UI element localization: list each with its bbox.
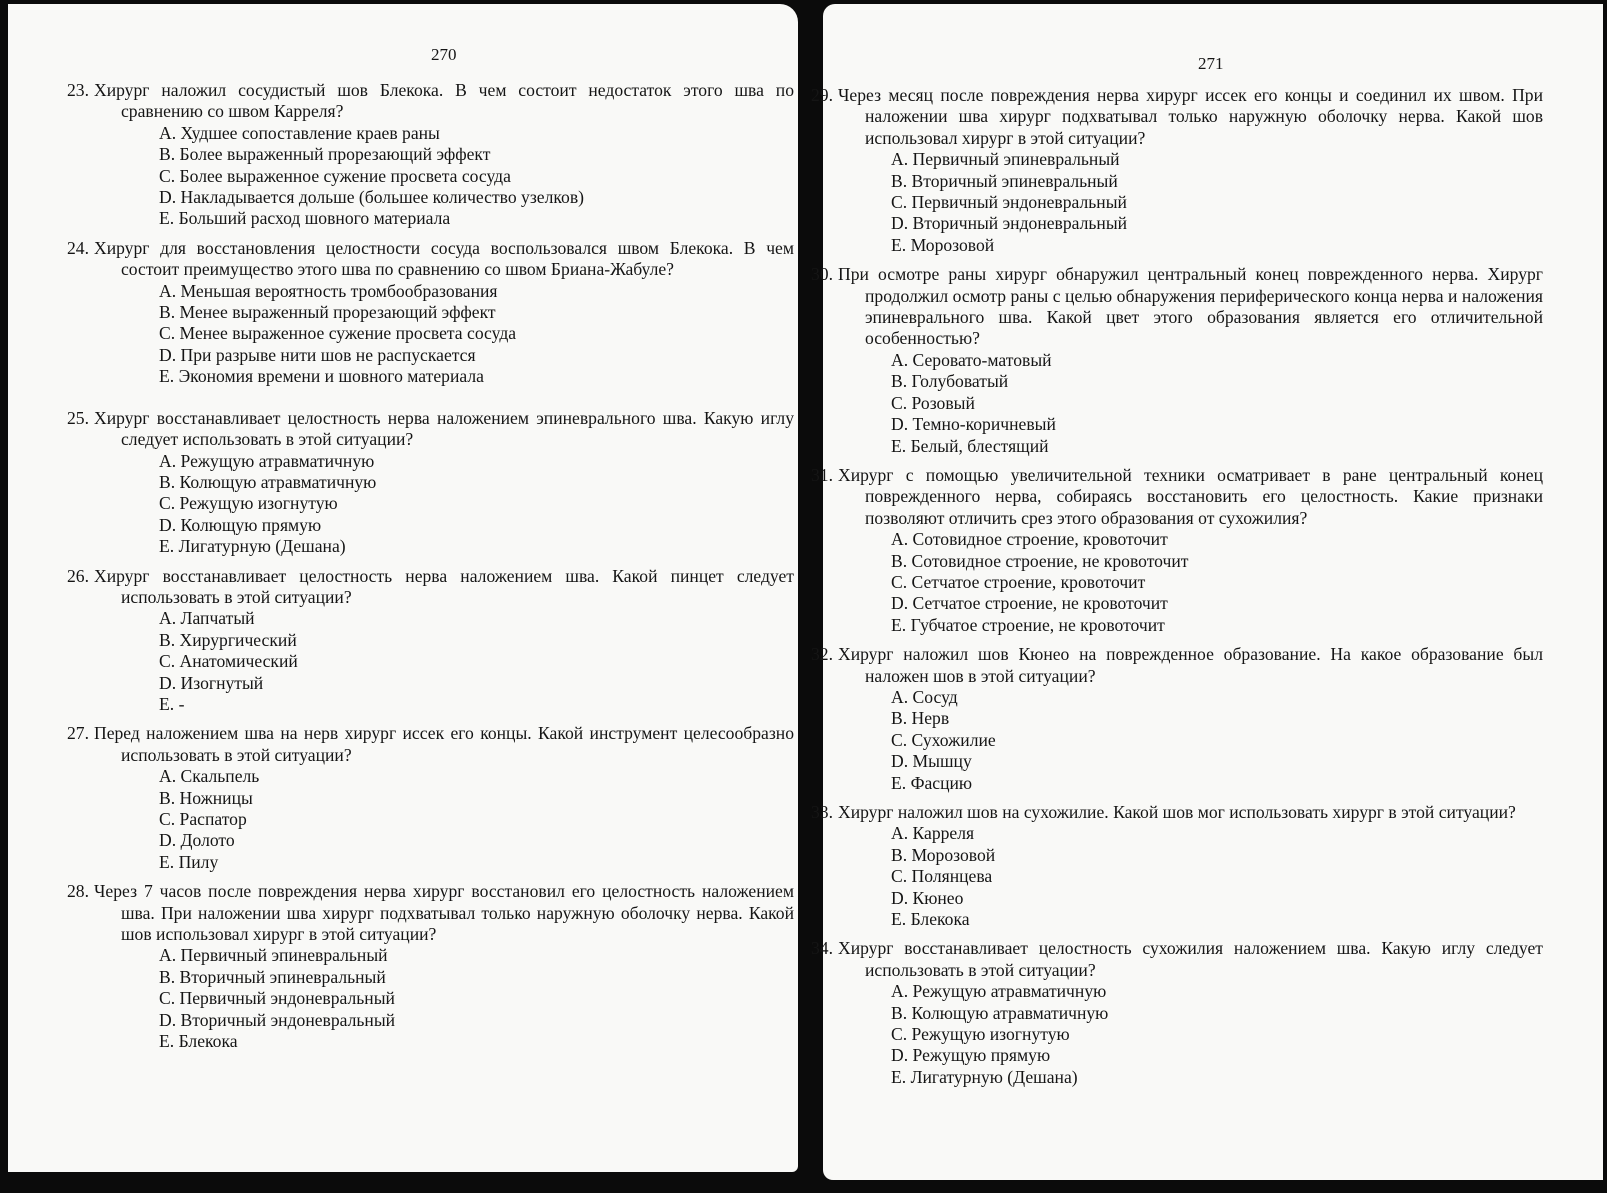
option-letter: E. — [891, 614, 907, 635]
option-letter: E. — [159, 208, 175, 229]
option-text: Вторичный эпиневральный — [179, 966, 386, 987]
answer-option — [159, 144, 794, 165]
answer-option — [159, 945, 794, 966]
answer-option — [891, 1003, 1543, 1024]
answer-option — [159, 852, 794, 873]
answer-options — [94, 281, 794, 388]
option-text: Серовато-матовый — [912, 349, 1052, 370]
option-text: Вторичный эндоневральный — [180, 1009, 396, 1030]
option-text: Скальпель — [180, 766, 260, 787]
answer-option — [159, 673, 794, 694]
right-page — [811, 4, 1603, 1180]
option-letter: D. — [891, 213, 909, 234]
question-32 — [811, 644, 1543, 794]
answer-option — [891, 371, 1543, 392]
question-list — [811, 85, 1543, 1096]
answer-option — [159, 187, 794, 208]
question-text: При осмотре раны хирург обнаружил центральный конец поврежденного нерва. Хирург продолжил осмотр раны с целью обнаружения периферического конца нерва и наложения эпиневрального шва. Какой цвет этого образования является его отличительной особенностью? — [838, 264, 1543, 349]
option-text: Лапчатый — [180, 608, 255, 629]
answer-option — [159, 651, 794, 672]
option-text: Менее выраженный прорезающий эффект — [179, 302, 496, 323]
option-text: Менее выраженное сужение просвета сосуда — [179, 323, 517, 344]
answer-option — [891, 572, 1543, 593]
answer-option — [891, 708, 1543, 729]
answer-option — [891, 730, 1543, 751]
question-31 — [811, 464, 1543, 636]
option-letter: B. — [159, 144, 176, 165]
answer-option — [159, 608, 794, 629]
option-letter: E. — [159, 366, 175, 387]
answer-option — [159, 123, 794, 144]
option-letter: E. — [159, 693, 175, 714]
option-letter: A. — [159, 122, 177, 143]
option-text: Темно-коричневый — [912, 414, 1056, 435]
option-text: Колющую атравматичную — [911, 1002, 1109, 1023]
answer-option — [891, 213, 1543, 234]
answer-options — [838, 149, 1543, 256]
answer-option — [159, 694, 794, 715]
option-text: Режущую атравматичную — [912, 981, 1107, 1002]
option-text: Режущую атравматичную — [180, 450, 375, 471]
question-text: Хирург для восстановления целостности сосуда воспользовался швом Блекока. В чем состоит преимущество этого шва по сравнению со швом Бриана-Жабуле? — [94, 237, 794, 280]
question-stem: 29. Через месяц после повреждения нерва хирург иссек его концы и соединил их швом. При наложении шва хирург подхватывал только наружную оболочку нерва. Какой шов использовал хирург в этой ситуации? — [811, 85, 1543, 148]
question-text: Хирург с помощью увеличительной техники осматривает в ране центральный конец поврежденного нерва, собираясь восстановить его целостность. Какие признаки позволяют отличить срез этого образования от сухожилия? — [838, 464, 1543, 528]
question-stem: 32. Хирург наложил шов Кюнео на поврежденное образование. На какое образование был наложен шов в этой ситуации? — [811, 644, 1543, 686]
option-text: Сотовидное строение, кровоточит — [912, 529, 1168, 550]
answer-option — [159, 323, 794, 344]
question-26 — [67, 565, 794, 716]
option-text: Более выраженный прорезающий эффект — [179, 144, 491, 165]
option-letter: A. — [891, 686, 909, 707]
option-letter: D. — [159, 1009, 177, 1030]
option-letter: D. — [159, 344, 177, 365]
option-text: Пилу — [178, 851, 219, 872]
question-stem: 33. Хирург наложил шов на сухожилие. Какой шов мог использовать хирург в этой ситуации? — [811, 802, 1516, 822]
answer-option — [159, 788, 794, 809]
answer-option — [159, 515, 794, 536]
question-stem: 24. Хирург для восстановления целостности сосуда воспользовался швом Блекока. В чем состоит преимущество этого шва по сравнению со швом Бриана-Жабуле? — [67, 237, 794, 280]
answer-options — [94, 123, 794, 230]
option-letter: A. — [159, 608, 177, 629]
option-text: Голубоватый — [911, 371, 1009, 392]
answer-option — [159, 536, 794, 557]
option-letter: B. — [891, 1002, 908, 1023]
option-text: При разрыве нити шов не распускается — [180, 344, 476, 365]
option-letter: B. — [159, 629, 176, 650]
option-letter: E. — [891, 772, 907, 793]
question-stem: 31. Хирург с помощью увеличительной техники осматривает в ране центральный конец поврежденного нерва, собираясь восстановить его целостность. Какие признаки позволяют отличить срез этого образования от сухожилия? — [811, 464, 1543, 528]
option-letter: C. — [891, 1024, 908, 1045]
page-number: 271 — [1198, 54, 1224, 73]
option-text: Худшее сопоставление краев раны — [180, 122, 440, 143]
option-text: Нерв — [911, 708, 950, 729]
option-letter: C. — [159, 165, 176, 186]
option-text: Хирургический — [179, 629, 297, 650]
option-text: Режущую прямую — [912, 1045, 1051, 1066]
question-text: Хирург наложил шов Кюнео на поврежденное образование. На какое образование был наложен шов в этой ситуации? — [838, 644, 1543, 686]
option-text: Режущую изогнутую — [911, 1024, 1070, 1045]
option-text: Колющую прямую — [180, 514, 322, 535]
option-text: Экономия времени и шовного материала — [178, 366, 484, 387]
answer-option — [159, 967, 794, 988]
option-text: Карреля — [912, 823, 975, 844]
answer-option — [159, 988, 794, 1009]
option-letter: A. — [159, 450, 177, 471]
option-text: Режущую изогнутую — [179, 493, 338, 514]
answer-option — [891, 866, 1543, 887]
answer-option — [159, 451, 794, 472]
answer-options — [94, 451, 794, 558]
option-letter: D. — [159, 672, 177, 693]
option-text: Первичный эпиневральный — [180, 945, 388, 966]
option-letter: D. — [159, 187, 177, 208]
answer-option — [891, 909, 1543, 930]
answer-option — [891, 414, 1543, 435]
option-letter: D. — [891, 1045, 909, 1066]
option-text: Губчатое строение, не кровоточит — [910, 614, 1165, 635]
option-letter: B. — [159, 787, 176, 808]
answer-option — [891, 687, 1543, 708]
option-letter: E. — [891, 234, 907, 255]
option-letter: A. — [891, 149, 909, 170]
question-stem: 27. Перед наложением шва на нерв хирург иссек его концы. Какой инструмент целесообразно использовать в этой ситуации? — [67, 723, 794, 765]
option-text: Сетчатое строение, не кровоточит — [912, 593, 1168, 614]
answer-options — [94, 608, 794, 715]
answer-option — [159, 472, 794, 493]
question-28 — [67, 881, 794, 1052]
question-text: Хирург восстанавливает целостность нерва наложением эпиневрального шва. Какую иглу следует использовать в этой ситуации? — [94, 407, 794, 450]
option-letter: C. — [159, 493, 176, 514]
option-letter: B. — [159, 966, 176, 987]
option-text: Долото — [180, 830, 235, 851]
option-letter: B. — [159, 302, 176, 323]
option-letter: D. — [891, 593, 909, 614]
question-29 — [811, 85, 1543, 256]
option-text: Морозовой — [910, 234, 995, 255]
answer-option — [159, 208, 794, 229]
option-letter: C. — [891, 192, 908, 213]
option-letter: C. — [891, 729, 908, 750]
option-letter: A. — [891, 349, 909, 370]
answer-option — [159, 366, 794, 387]
option-letter: E. — [891, 909, 907, 930]
answer-option — [891, 888, 1543, 909]
answer-option — [891, 436, 1543, 457]
option-letter: A. — [159, 945, 177, 966]
option-letter: A. — [891, 529, 909, 550]
option-letter: B. — [891, 170, 908, 191]
option-letter: C. — [159, 809, 176, 829]
option-letter: B. — [891, 708, 908, 729]
option-text: Кюнео — [912, 887, 964, 908]
answer-option — [891, 529, 1543, 550]
question-stem: 28. Через 7 часов после повреждения нерва хирург восстановил его целостность наложением шва. При наложении шва хирург подхватывал только наружную оболочку нерва. Какой шов использовал хирург в этой ситуации? — [67, 881, 794, 945]
answer-option — [159, 281, 794, 302]
answer-option — [159, 766, 794, 787]
option-letter: B. — [159, 471, 176, 492]
question-30 — [811, 264, 1543, 457]
question-stem: 30. При осмотре раны хирург обнаружил центральный конец поврежденного нерва. Хирург продолжил осмотр раны с целью обнаружения периферического конца нерва и наложения эпиневрального шва. Какой цвет этого образования является его отличительной особенностью? — [811, 264, 1543, 349]
question-text: Хирург наложил шов на сухожилие. Какой шов мог использовать хирург в этой ситуации? — [838, 802, 1516, 822]
option-text: Морозовой — [911, 844, 996, 865]
answer-option — [891, 393, 1543, 414]
option-text: Сетчатое строение, кровоточит — [911, 571, 1146, 592]
answer-option — [891, 593, 1543, 614]
option-text: Сосуд — [912, 686, 958, 707]
answer-option — [159, 630, 794, 651]
answer-option — [891, 350, 1543, 371]
answer-option — [891, 192, 1543, 213]
question-text: Перед наложением шва на нерв хирург иссек его концы. Какой инструмент целесообразно использовать в этой ситуации? — [94, 723, 794, 765]
option-text: Изогнутый — [180, 672, 264, 693]
question-stem: 26. Хирург восстанавливает целостность нерва наложением шва. Какой пинцет следует использовать в этой ситуации? — [67, 565, 794, 607]
question-text: Через месяц после повреждения нерва хирург иссек его концы и соединил их швом. При наложении шва хирург подхватывал только наружную оболочку нерва. Какой шов использовал хирург в этой ситуации? — [838, 85, 1543, 148]
option-letter: D. — [891, 887, 909, 908]
question-text: Через 7 часов после повреждения нерва хирург восстановил его целостность наложением шва. При наложении шва хирург подхватывал только наружную оболочку нерва. Какой шов использовал хирург в этой ситуации? — [94, 881, 794, 945]
answer-options — [838, 350, 1543, 457]
answer-options — [838, 687, 1543, 794]
answer-option — [159, 302, 794, 323]
question-25 — [67, 407, 794, 558]
answer-option — [891, 981, 1543, 1002]
question-27 — [67, 723, 794, 873]
answer-option — [159, 1010, 794, 1031]
answer-option — [159, 809, 794, 830]
answer-option — [159, 1031, 794, 1052]
option-text: Более выраженное сужение просвета сосуда — [179, 165, 511, 186]
option-text: Белый, блестящий — [910, 435, 1049, 456]
answer-option — [891, 1024, 1543, 1045]
option-letter: A. — [891, 981, 909, 1002]
option-text: Блекока — [178, 1031, 238, 1052]
answer-option — [891, 1045, 1543, 1066]
option-letter: B. — [891, 371, 908, 392]
answer-option — [891, 773, 1543, 794]
answer-option — [159, 493, 794, 514]
option-text: Розовый — [911, 392, 975, 413]
option-text: Накладывается дольше (большее количество узелков) — [180, 187, 584, 208]
option-letter: C. — [891, 392, 908, 413]
option-letter: E. — [159, 851, 175, 872]
option-letter: D. — [891, 414, 909, 435]
answer-option — [159, 830, 794, 851]
option-letter: E. — [891, 435, 907, 456]
option-text: Вторичный эпиневральный — [911, 170, 1118, 191]
option-text: Лигатурную (Дешана) — [910, 1066, 1078, 1087]
option-letter: A. — [159, 766, 177, 787]
answer-options — [94, 766, 794, 873]
option-text: Сухожилие — [911, 729, 996, 750]
question-text: Хирург наложил сосудистый шов Блекока. В чем состоит недостаток этого шва по сравнению со швом Карреля? — [94, 80, 794, 122]
option-letter: C. — [159, 651, 176, 672]
option-text: Вторичный эндоневральный — [912, 213, 1128, 234]
option-text: Первичный эндоневральный — [911, 192, 1127, 213]
option-text: Сотовидное строение, не кровоточит — [911, 550, 1189, 571]
question-list — [67, 80, 794, 1060]
option-letter: C. — [159, 988, 176, 1009]
option-letter: B. — [891, 844, 908, 865]
option-letter: E. — [159, 536, 175, 557]
answer-option — [891, 551, 1543, 572]
question-stem: 25. Хирург восстанавливает целостность нерва наложением эпиневрального шва. Какую иглу следует использовать в этой ситуации? — [67, 407, 794, 450]
option-letter: B. — [891, 550, 908, 571]
question-24 — [67, 237, 794, 388]
answer-option — [891, 751, 1543, 772]
option-letter: A. — [891, 823, 909, 844]
option-letter: C. — [159, 323, 176, 344]
answer-options — [94, 945, 794, 1052]
answer-option — [159, 345, 794, 366]
answer-options — [838, 529, 1543, 636]
option-letter: D. — [159, 514, 177, 535]
option-letter: E. — [159, 1031, 175, 1052]
option-text: Колющую атравматичную — [179, 471, 377, 492]
option-text: Меньшая вероятность тромбообразования — [180, 280, 498, 301]
answer-options — [838, 981, 1543, 1088]
option-letter: C. — [891, 866, 908, 887]
option-text: Полянцева — [911, 866, 993, 887]
option-letter: D. — [159, 830, 177, 851]
option-text: Лигатурную (Дешана) — [178, 536, 346, 557]
question-text: Хирург восстанавливает целостность нерва наложением шва. Какой пинцет следует использовать в этой ситуации? — [94, 565, 794, 607]
page-number: 270 — [431, 45, 457, 64]
question-text: Хирург восстанавливает целостность сухожилия наложением шва. Какую иглу следует использовать в этой ситуации? — [838, 938, 1543, 980]
question-stem: 34. Хирург восстанавливает целостность сухожилия наложением шва. Какую иглу следует использовать в этой ситуации? — [811, 938, 1543, 980]
option-text: Ножницы — [179, 787, 253, 808]
option-letter: A. — [159, 280, 177, 301]
option-text: Блекока — [910, 909, 970, 930]
answer-option — [891, 1067, 1543, 1088]
answer-options — [838, 823, 1543, 930]
option-text: - — [178, 693, 185, 714]
question-23 — [67, 80, 794, 230]
answer-option — [891, 171, 1543, 192]
option-text: Первичный эпиневральный — [912, 149, 1120, 170]
option-text: Фасцию — [910, 772, 973, 793]
option-letter: C. — [891, 571, 908, 592]
answer-option — [891, 615, 1543, 636]
option-text: Больший расход шовного материала — [178, 208, 451, 229]
answer-option — [891, 823, 1543, 844]
option-letter: D. — [891, 751, 909, 772]
left-page — [8, 4, 798, 1172]
option-text: Анатомический — [179, 651, 298, 672]
answer-option — [159, 166, 794, 187]
option-text: Первичный эндоневральный — [179, 988, 395, 1009]
option-text: Распатор — [179, 809, 247, 829]
answer-option — [891, 845, 1543, 866]
answer-option — [891, 149, 1543, 170]
option-text: Мышцу — [912, 751, 972, 772]
question-stem: 23. Хирург наложил сосудистый шов Блекока. В чем состоит недостаток этого шва по сравнению со швом Карреля? — [67, 80, 794, 122]
answer-option — [891, 235, 1543, 256]
option-letter: E. — [891, 1066, 907, 1087]
question-34 — [811, 938, 1543, 1088]
question-33 — [811, 802, 1543, 930]
